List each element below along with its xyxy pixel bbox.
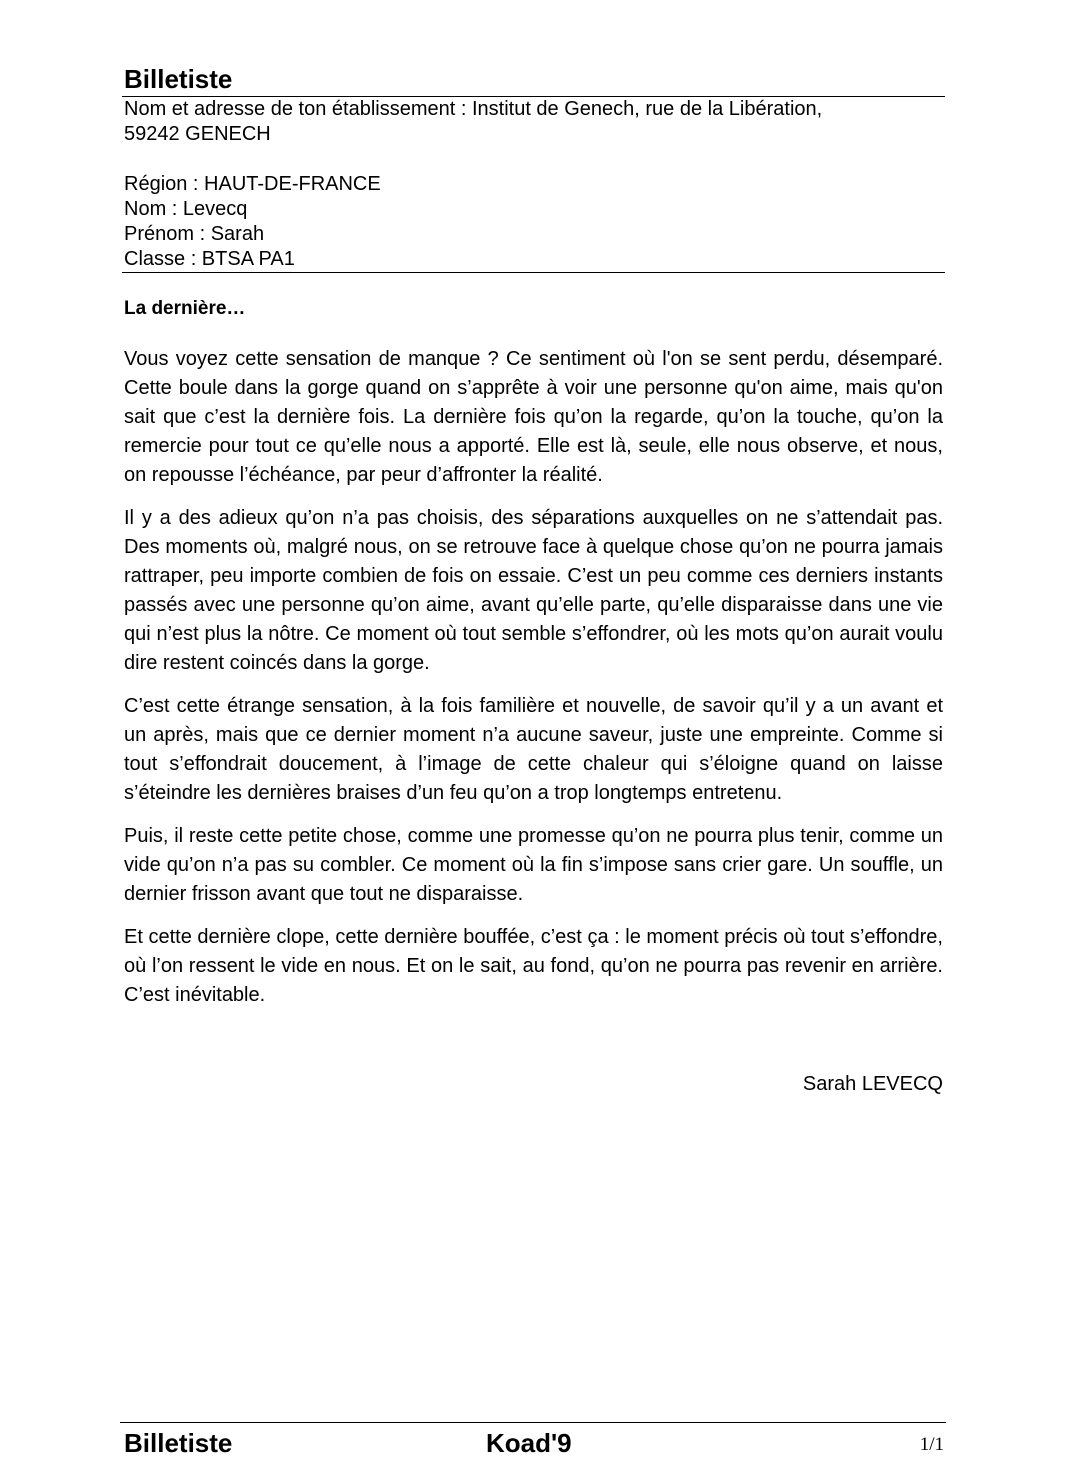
piece-body (122, 345, 945, 1010)
paragraph: Et cette dernière clope, cette dernière bouffée, c’est ça : le moment précis où tout s’effondre, où l’on ressent le vide en nous. Et on le sait, au fond, qu’on ne pourra pas revenir en arrière. C’est inévitable. (124, 926, 943, 1006)
region-line: Région : HAUT-DE-FRANCE (124, 173, 381, 195)
classe-line: Classe : BTSA PA1 (124, 248, 295, 270)
header-title: Billetiste (124, 64, 233, 94)
paragraph: C’est cette étrange sensation, à la fois familière et nouvelle, de savoir qu’il y a un avant et un après, mais que ce dernier moment n’a aucune saveur, juste une empreinte. Comme si tout s’effondrait doucement, à l’image de cette chaleur qui s’éloigne quand on laisse s’éteindre les dernières braises d’un feu qu’on a trop longtemps entretenu. (124, 695, 943, 804)
student-info (122, 97, 945, 272)
signature: Sarah LEVECQ (802, 1073, 943, 1095)
paragraph: Il y a des adieux qu’on n’a pas choisis, des séparations auxquelles on ne s’attendait pas. Des moments où, malgré nous, on se retrouve face à quelque chose qu’on ne pourra jamais rattraper, peu importe combien de fois on essaie. C’est un peu comme ces derniers instants passés avec une personne qu’on aime, avant qu’elle parte, qu’elle disparaisse dans une vie qui n’est plus la nôtre. Ce moment où tout semble s’effondrer, où les mots qu’on aurait voulu dire restent coincés dans la gorge. (124, 507, 943, 674)
page-footer (120, 1422, 946, 1463)
nom-line: Nom : Levecq (124, 198, 248, 220)
info-divider (122, 272, 945, 273)
page-number: 1/1 (919, 1434, 944, 1455)
prenom-line: Prénom : Sarah (124, 223, 265, 245)
document-page (122, 62, 945, 1097)
footer-event: Koad'9 (486, 1428, 572, 1458)
address-line-1: Nom et adresse de ton établissement : Institut de Genech, rue de la Libération, (124, 98, 823, 120)
footer-category: Billetiste (124, 1428, 233, 1458)
info-spacer (124, 147, 945, 172)
paragraph: Vous voyez cette sensation de manque ? Ce sentiment où l'on se sent perdu, désemparé. Cette boule dans la gorge quand on s’apprête à voir une personne qu'on aime, mais qu'on sait que c’est la dernière fois. La dernière fois qu’on la regarde, qu’on la touche, qu’on la remercie pour tout ce qu’elle nous a apporté. Elle est là, seule, elle nous observe, et nous, on repousse l’échéance, par peur d’affronter la réalité. (124, 348, 943, 486)
address-line-2: 59242 GENECH (124, 123, 271, 145)
paragraph: Puis, il reste cette petite chose, comme une promesse qu’on ne pourra plus tenir, comme un vide qu’on n’a pas su combler. Ce moment où la fin s’impose sans crier gare. Un souffle, un dernier frisson avant que tout ne disparaisse. (124, 825, 943, 905)
piece-title: La dernière… (124, 298, 246, 319)
